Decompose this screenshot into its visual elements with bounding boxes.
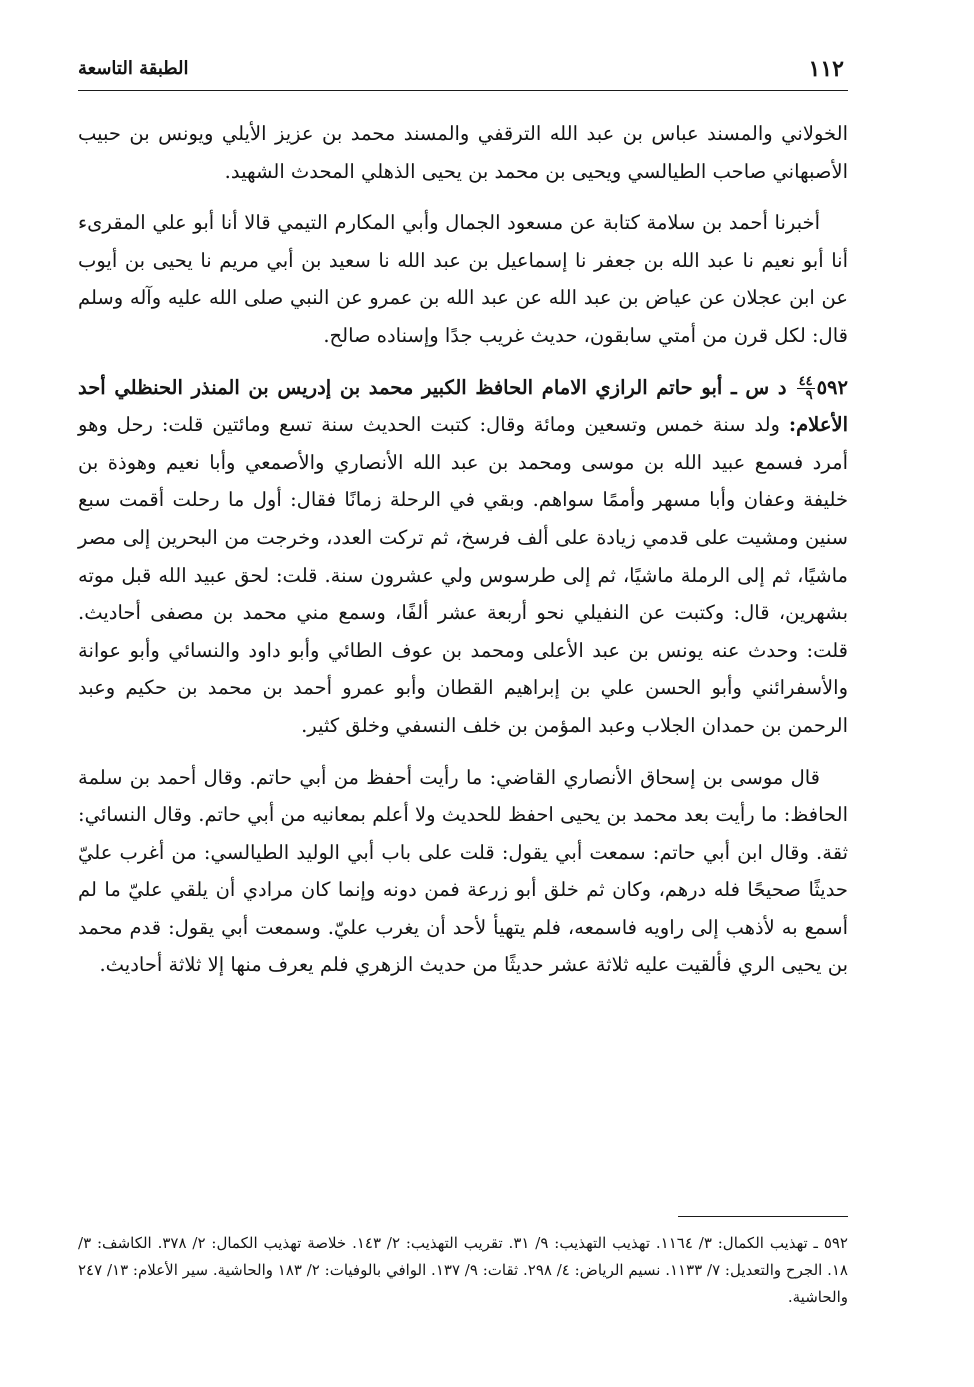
main-text [78, 115, 848, 984]
page-number: ١١٢ [808, 56, 844, 82]
entry-fraction [797, 375, 815, 402]
footnote-divider [678, 1216, 848, 1217]
entry-body: ولد سنة خمس وتسعين ومائة وقال: كتبت الحديث سنة تسع ومائتين قلت: رحل وهو أمرد فسمع عبيد الله بن موسى ومحمد بن عبد الله الأنصاري والأصمعي وأبا نعيم وهوذة بن خليفة وعفان وأبا مسهر وأممًا سواهم. وبقي في الرحلة زمانًا فقال: أول ما رحلت أقمت سبع سنين ومشيت على قدمي زيادة على ألف فرسخ، ثم تركت العدد، وخرجت من البحرين إلى مصر ماشيًا، ثم إلى الرملة ماشيًا، ثم إلى طرسوس ولي عشرون سنة. قلت: لحق عبيد الله قبل موته بشهرين، قال: وكتبت عن النفيلي نحو أربعة عشر ألفًا، وسمع مني محمد بن مصفى أحاديث. قلت: وحدث عنه يونس بن عبد الأعلى ومحمد بن عوف الطائي وأبو داود والنسائي وأبو عوانة والأسفرائني وأبو الحسن علي بن إبراهيم القطان وأبو عمرو أحمد بن محمد بن حكيم وعبد الرحمن بن حمدان الجلاب وعبد المؤمن بن خلف النسفي وخلق كثير. [78, 413, 848, 737]
footnotes [78, 1230, 848, 1311]
entry-number: ٥٩٢ [816, 375, 848, 399]
page-header [78, 50, 848, 91]
fraction-denominator: ٩ [805, 387, 813, 403]
footnote-592: ٥٩٢ ـ تهذيب الكمال: ٣/ ١١٦٤. تهذيب التهذيب: ٩/ ٣١. تقريب التهذيب: ٢/ ١٤٣. خلاصة تهذيب الكمال: ٢/ ٣٧٨. الكاشف: ٣/ ١٨. الجرح والتعديل: ٧/ ١١٣٣. نسيم الرياض: ٤/ ٢٩٨. ثقات: ٩/ ١٣٧. الوافي بالوفيات: ٢/ ١٨٣ والحاشية. سير الأعلام: ١٣/ ٢٤٧ والحاشية. [78, 1234, 848, 1306]
paragraph-continuation: الخولاني والمسند عباس بن عبد الله الترقفي والمسند محمد بن عزيز الأيلي ويونس بن حبيب الأصبهاني صاحب الطيالسي ويحيى بن محمد بن يحيى الذهلي المحدث الشهيد. [78, 122, 848, 183]
paragraph-hadith-chain: أخبرنا أحمد بن سلامة كتابة عن مسعود الجمال وأبي المكارم التيمي قالا أنا أبو علي المقرىء أنا أبو نعيم نا عبد الله بن جعفر نا إسماعيل بن عبد الله نا سعيد بن أبي مريم نا يحيى بن أيوب عن ابن عجلان عن عياض بن عبد الله عن عبد الله بن عمرو عن النبي صلى الله عليه وآله وسلم قال: لكل قرن من أمتي سابقون، حديث غريب جدًا وإسناده صالح. [78, 211, 848, 347]
running-title: الطبقة التاسعة [78, 58, 189, 79]
paragraph-praise: قال موسى بن إسحاق الأنصاري القاضي: ما رأيت أحفظ من أبي حاتم. وقال أحمد بن سلمة الحافظ: ما رأيت بعد محمد بن يحيى احفظ للحديث ولا أعلم بمعانيه من أبي حاتم. وقال النسائي: ثقة. وقال ابن أبي حاتم: سمعت أبي يقول: قلت على باب أبي الوليد الطيالسي: من أغرب عليّ حديثًا صحيحًا فله درهم، وكان ثم خلق أبو زرعة فمن دونه وإنما كان مرادي أن يلقي عليّ ما لم أسمع به لأذهب إلى راويه فاسمعه، فلم يتهيأ لأحد أن يغرب عليّ. وسمعت أبي يقول: قدم محمد بن يحيى الري فألقيت عليه ثلاثة عشر حديثًا من حديث الزهري فلم يعرف منها إلا ثلاثة أحاديث. [78, 765, 848, 977]
biography-entry [78, 369, 848, 745]
entry-heading: د س ـ أبو حاتم الرازي الامام الحافظ الكبير محمد بن إدريس بن المنذر الحنظلي أحد الأعلام: [78, 375, 848, 437]
book-page [78, 50, 848, 1350]
fraction-numerator: ٤٤ [798, 373, 813, 389]
